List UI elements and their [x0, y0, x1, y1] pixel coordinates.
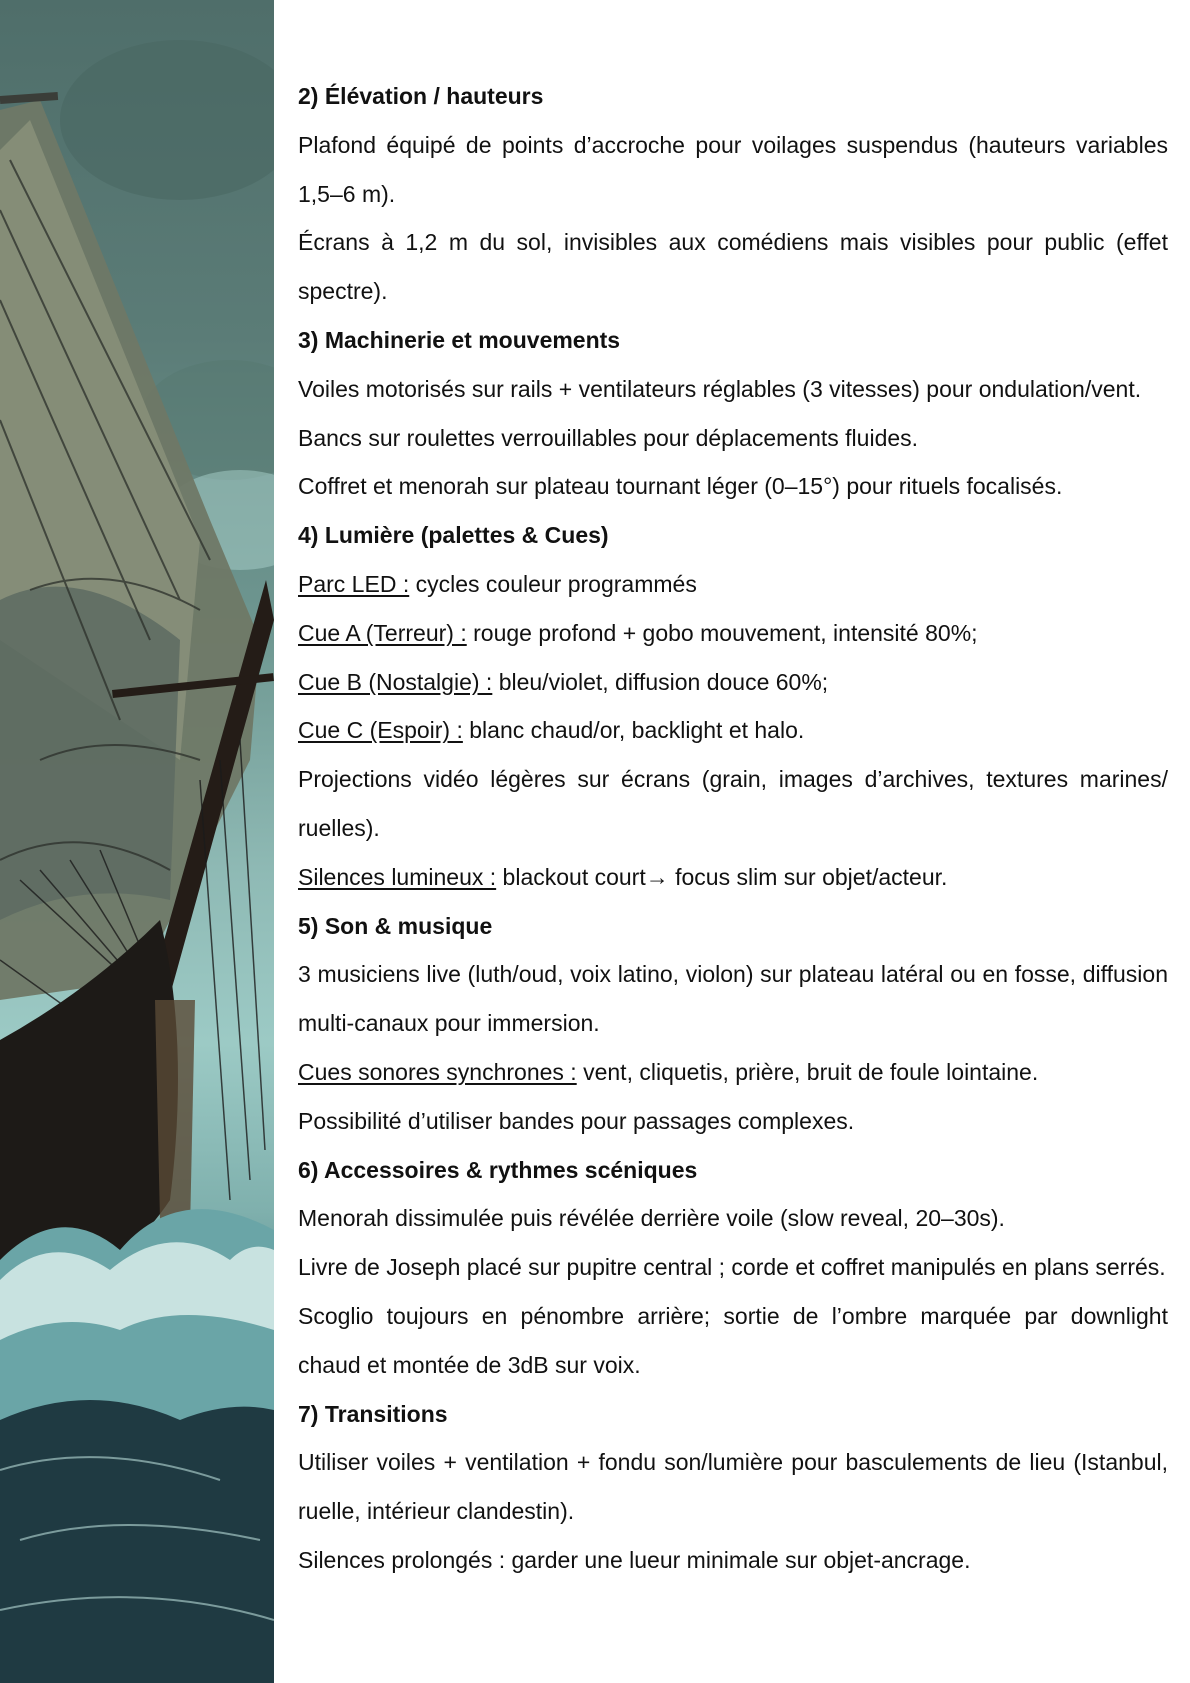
section-heading: 7) Transitions	[298, 1400, 448, 1427]
paragraph: Silences prolongés : garder une lueur minimale sur objet-ancrage.	[298, 1546, 971, 1573]
section-elevation	[298, 72, 1168, 316]
underlined-label: Cues sonores synchrones :	[298, 1058, 577, 1085]
paragraph: Cue C (Espoir) : blanc chaud/or, backlight et halo.	[298, 717, 805, 744]
paragraph: Bancs sur roulettes verrouillables pour déplacements fluides.	[298, 424, 919, 451]
paragraph: Parc LED : cycles couleur programmés	[298, 570, 697, 597]
section-transitions	[298, 1390, 1168, 1585]
section-lumiere	[298, 511, 1168, 901]
paragraph: Coffret et menorah sur plateau tournant léger (0–15°) pour rituels focalisés.	[298, 473, 1063, 500]
paragraph: Menorah dissimulée puis révélée derrière voile (slow reveal, 20–30s).	[298, 1205, 1005, 1232]
ship-illustration	[0, 0, 274, 1683]
paragraph: Cues sonores synchrones : vent, cliquetis, prière, bruit de foule lointaine.	[298, 1058, 1039, 1085]
lower-sail	[0, 587, 180, 920]
paragraph: Voiles motorisés sur rails + ventilateurs réglables (3 vitesses) pour ondulation/vent.	[298, 375, 1142, 402]
section-heading: 3) Machinerie et mouvements	[298, 326, 621, 353]
figurehead	[155, 1000, 195, 1230]
section-son-musique	[298, 902, 1168, 1146]
paragraph: Cue A (Terreur) : rouge profond + gobo mouvement, intensité 80%;	[298, 619, 978, 646]
underlined-label: Parc LED :	[298, 570, 410, 597]
cloud	[60, 40, 274, 200]
yard-arm	[0, 92, 58, 104]
underlined-label: Cue C (Espoir) :	[298, 717, 463, 744]
paragraph: Silences lumineux : blackout court→ focus slim sur objet/acteur.	[298, 863, 948, 890]
paragraph: Projections vidéo légères sur écrans (grain, images d’archives, textures marines/ ruelles).	[298, 766, 1168, 841]
underlined-label: Cue B (Nostalgie) :	[298, 668, 493, 695]
paragraph: Livre de Joseph placé sur pupitre central ; corde et coffret manipulés en plans serrés.	[298, 1254, 1166, 1281]
paragraph: 3 musiciens live (luth/oud, voix latino, violon) sur plateau latéral ou en fosse, diffusion multi-canaux pour immersion.	[298, 961, 1168, 1037]
paragraph: Possibilité d’utiliser bandes pour passages complexes.	[298, 1107, 855, 1134]
underlined-label: Silences lumineux :	[298, 863, 497, 890]
document-body	[298, 72, 1168, 1585]
section-heading: 5) Son & musique	[298, 912, 493, 939]
dark-sea	[0, 1400, 274, 1683]
ship-painting	[0, 0, 274, 1683]
section-accessoires	[298, 1146, 1168, 1390]
section-heading: 2) Élévation / hauteurs	[298, 83, 544, 109]
paragraph: Utiliser voiles + ventilation + fondu son/lumière pour basculements de lieu (Istanbul, ruelle, intérieur clandestin).	[298, 1449, 1168, 1525]
section-heading: 6) Accessoires & rythmes scéniques	[298, 1156, 698, 1183]
underlined-label: Cue A (Terreur) :	[298, 619, 467, 646]
paragraph: Cue B (Nostalgie) : bleu/violet, diffusion douce 60%;	[298, 668, 829, 695]
paragraph: Plafond équipé de points d’accroche pour voilages suspendus (hauteurs variables 1,5–6 m).	[298, 131, 1168, 207]
section-machinerie	[298, 316, 1168, 511]
section-heading: 4) Lumière (palettes & Cues)	[298, 522, 609, 549]
paragraph: Écrans à 1,2 m du sol, invisibles aux comédiens mais visibles pour public (effet spectre).	[298, 229, 1168, 305]
paragraph: Scoglio toujours en pénombre arrière; sortie de l’ombre marquée par downlight chaud et montée de 3dB sur voix.	[298, 1302, 1168, 1378]
